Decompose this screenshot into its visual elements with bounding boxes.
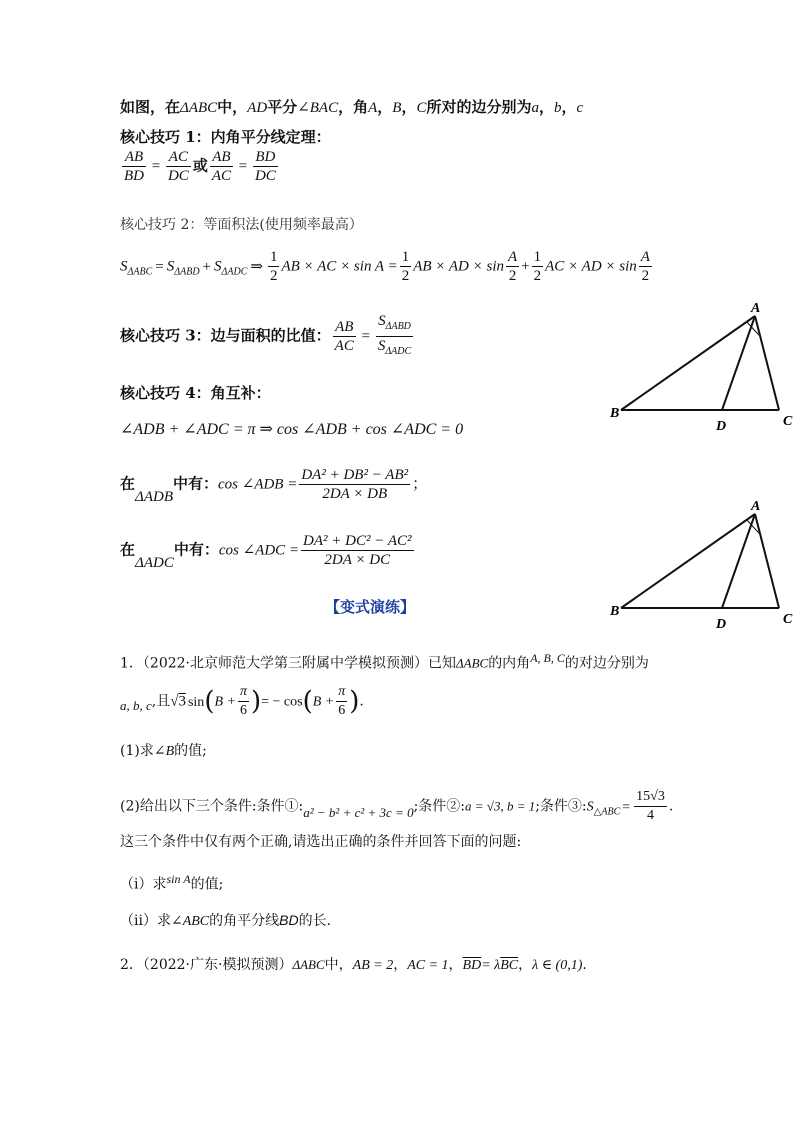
comma: ， (448, 957, 463, 973)
comma: ， (561, 98, 577, 116)
triangle-figure-2 (608, 496, 800, 636)
numerator: AB (333, 318, 356, 337)
numerator: 15√3 (634, 788, 667, 807)
question-text: （ii）求 (120, 913, 171, 929)
sin-a: sin A (166, 872, 191, 886)
triangle-abc: ΔABC (292, 957, 325, 972)
area-subscript: ΔADC (385, 346, 412, 357)
fraction (253, 148, 278, 185)
triangle-figure-1 (608, 300, 800, 440)
area-symbol: S (377, 338, 386, 354)
angle-b: ∠B (153, 744, 175, 759)
fraction (333, 318, 356, 355)
p1-qii (120, 910, 331, 932)
vector-bd: $\overline{BD}$ (462, 958, 482, 973)
tip4-eq1: ∠ADB + ∠ADC = π ⇒ cos ∠ADB + cos ∠ADC = 0 (120, 421, 464, 438)
label-d: D (716, 617, 727, 632)
fraction (166, 148, 191, 185)
ac-equals: AC = 1 (407, 958, 449, 973)
bisector-ad (722, 316, 755, 410)
label-d: D (716, 419, 727, 434)
area-symbol: S (166, 258, 175, 275)
lambda-range: λ ∈ (0,1) (532, 958, 583, 973)
vertex-a: A (368, 100, 378, 116)
denominator: 2 (641, 268, 650, 284)
intro-text: 所对的边分别为 (426, 98, 532, 116)
fraction-half-angle (639, 248, 652, 285)
cosine-law-fraction (301, 532, 413, 569)
side-ba (621, 514, 755, 608)
tip1-title: 核心技巧 1：内角平分线定理： (120, 128, 331, 146)
segment-bd: BD (279, 912, 299, 928)
p1-q2b: 这三个条件中仅有两个正确,请选出正确的条件并回答下面的问题: (120, 834, 522, 850)
fraction-half-angle (506, 248, 519, 285)
sqrt-radicand: 3 (178, 693, 186, 710)
triangle-adb: ΔADB (135, 488, 173, 505)
comma: ， (377, 98, 393, 116)
pi-over-6 (238, 683, 249, 720)
implies-arrow: ⇒ (250, 258, 263, 275)
area-symbol: S (214, 258, 222, 275)
problem-text: 中， (324, 957, 353, 973)
intro-text: 中， (217, 98, 248, 116)
denominator: AC (211, 168, 231, 184)
condition-1: a² − b² + c² + 3c = 0 (303, 804, 414, 820)
or-word: 或 (192, 156, 208, 175)
plus: + (202, 258, 212, 275)
problem-text: 的对边分别为 (564, 655, 649, 672)
period: . (582, 957, 587, 973)
tip2-title: 核心技巧 2：等面积法(使用频率最高） (120, 217, 363, 233)
sqrt-3: √3 (170, 693, 186, 710)
numerator: 1 (401, 249, 410, 265)
numerator: AB (210, 148, 233, 167)
fraction-half (400, 248, 412, 285)
area-subscript: ΔABC (127, 266, 153, 278)
intro-text: 平分 (267, 98, 298, 116)
section-header: 【变式演练】 (325, 598, 416, 616)
label-b: B (610, 604, 620, 619)
numerator: BD (253, 148, 278, 167)
zai-word: 在 (120, 540, 136, 559)
p2-line1 (120, 955, 587, 976)
comma: ， (393, 957, 408, 973)
p1-line2: a, b, c,且√3 sin(B + $\frac{\pi}{6}$ )= − cos(B + $\frac{\pi}{6}$ ). (120, 684, 364, 718)
numerator: A (508, 249, 518, 265)
semicolon: ； (412, 474, 428, 493)
intro-line (120, 97, 583, 118)
numerator: π (336, 683, 347, 702)
triangle-abc: ΔABC (180, 100, 218, 116)
numerator (376, 312, 413, 337)
denominator: BD (124, 168, 144, 184)
fraction-half (268, 248, 280, 285)
denominator: 2DA × DC (324, 552, 391, 568)
zai-word: 在 (120, 474, 136, 493)
condition-3-fraction (634, 788, 667, 825)
tip3-title: 核心技巧 3：边与面积的比值： (120, 326, 331, 345)
label-c: C (783, 612, 793, 627)
angles-abc: A, B, C (530, 651, 565, 665)
equals-lambda: = λ (481, 958, 501, 973)
ab-equals: AB = 2 (352, 958, 394, 973)
numerator: 1 (269, 249, 278, 265)
question-text: ;条件③: (535, 798, 587, 815)
comma: ， (518, 957, 533, 973)
problem-number: 1． (120, 655, 143, 672)
b-plus: B + (312, 694, 335, 710)
area-symbol: S (120, 258, 128, 275)
label-c: C (783, 414, 793, 429)
tip2-formula (120, 248, 654, 285)
equals: = (622, 799, 631, 815)
label-b: B (610, 406, 620, 421)
comma: ， (539, 98, 555, 116)
question-text: 的值; (174, 743, 207, 759)
tip4-adb-line (120, 466, 427, 503)
numerator: 1 (533, 249, 542, 265)
denominator: 2 (533, 268, 542, 284)
numerator: DA² + DC² − AC² (303, 533, 412, 549)
area-subscript: ΔABD (174, 266, 200, 278)
side-ba (621, 316, 755, 410)
intro-text: ，角 (338, 98, 369, 116)
denominator: 2 (269, 268, 278, 284)
question-text: 的角平分线 (209, 913, 280, 929)
problem-source: （2022·广东·模拟预测） (142, 957, 293, 973)
denominator: DC (254, 168, 276, 184)
vector-bc: $\overline{BC}$ (500, 958, 519, 973)
fraction (376, 312, 413, 361)
side-ac (755, 316, 779, 410)
comma: ， (401, 98, 417, 116)
area-subscript: ΔABD (385, 321, 411, 332)
problem-number: 2． (120, 957, 143, 973)
area-subscript: △ABC (593, 806, 621, 818)
area-term: AC × AD × sin (545, 258, 637, 275)
side-c: c (576, 100, 584, 116)
cos-adb: cos ∠ADB = (218, 476, 298, 493)
segment-ad: AD (247, 100, 268, 116)
intro-text: 如图，在 (120, 98, 181, 116)
cos-adc: cos ∠ADC = (218, 542, 300, 559)
numerator: π (238, 683, 249, 702)
area-term: AB × AD × sin (413, 258, 504, 275)
p1-q1 (120, 741, 207, 762)
fraction (122, 148, 146, 185)
denominator: 2DA × DB (322, 486, 388, 502)
sin-fn: sin (187, 694, 205, 710)
label-a: A (751, 301, 761, 316)
denominator: 2 (508, 268, 517, 284)
denominator: AC (334, 338, 354, 354)
denominator: 4 (646, 808, 654, 823)
tip1-formula: $\frac{AB}{BD}$ = $\frac{AC}{DC}$ 或 $\frac{AB}{AC}$ = $\frac{BD}{DC}$ (124, 149, 276, 184)
area-term: AB × AC × sin A = (281, 258, 398, 275)
zhongyou-word: 中有： (173, 540, 219, 559)
cosine-law-fraction (299, 466, 410, 503)
vertex-b: B (392, 100, 402, 116)
zhongyou-word: 中有： (172, 474, 218, 493)
problem-text: 的内角 (488, 655, 531, 672)
question-text: (2)给出以下三个条件:条件①: (120, 798, 304, 815)
tip3-line: 核心技巧 3：边与面积的比值： $\frac{AB}{AC}$ = $\frac{S_{\Delta ABD}}{S_{\Delta ADC}}$ (120, 312, 415, 361)
equals: = (155, 258, 164, 275)
period: . (359, 693, 364, 710)
condition-2: a = √3, b = 1 (465, 798, 536, 814)
question-text: 的值; (190, 876, 224, 893)
bisector-ad (722, 514, 755, 608)
b-plus: B + (214, 694, 236, 710)
denominator: 6 (338, 703, 346, 718)
fraction (210, 148, 233, 185)
plus: + (521, 258, 530, 275)
question-text: (1)求 (120, 743, 154, 759)
fraction-half (532, 248, 544, 285)
vertex-c: C (416, 100, 427, 116)
area-symbol: S (586, 799, 594, 815)
triangle-adc: ΔADC (135, 554, 174, 571)
denominator: 6 (239, 703, 247, 718)
problem-text: ,且 (151, 693, 171, 710)
p1-line1 (120, 648, 649, 674)
numerator: AB (122, 148, 146, 167)
angle-bac: ∠BAC (297, 100, 339, 116)
area-subscript: ΔADC (221, 266, 248, 278)
question-text: （i）求 (120, 876, 167, 893)
numerator: DA² + DB² − AB² (301, 467, 409, 483)
question-text: 的长. (298, 913, 332, 929)
numerator: AC (166, 148, 191, 167)
tip4-adc-line (120, 532, 416, 569)
sides-abc: a, b, c (120, 697, 152, 713)
p1-qi (120, 869, 223, 895)
denominator: 2 (401, 268, 410, 284)
denominator: DC (167, 168, 189, 184)
triangle-abc: ΔABC (456, 655, 489, 671)
side-b: b (554, 100, 562, 116)
equals-neg-cos: = − cos (261, 694, 303, 710)
area-symbol: S (378, 313, 386, 329)
numerator: A (640, 249, 650, 265)
side-ac (755, 514, 779, 608)
angle-abc: ∠ABC (170, 914, 210, 929)
problem-source: （2022·北京师范大学第三附属中学模拟预测）已知 (142, 655, 456, 672)
label-a: A (751, 499, 761, 514)
p1-q2: (2)给出以下三个条件:条件①:a² − b² + c² + 3c = 0;条件②:a = √3, b = 1;条件$③:S_{\triangle ABC}$ = $\frac{15√3}{4}$ . (120, 789, 674, 823)
side-a: a (531, 100, 540, 116)
pi-over-6 (336, 683, 347, 720)
question-text: ;条件②: (413, 798, 466, 815)
tip4-title: 核心技巧 4：角互补： (120, 384, 271, 402)
denominator (376, 337, 413, 361)
